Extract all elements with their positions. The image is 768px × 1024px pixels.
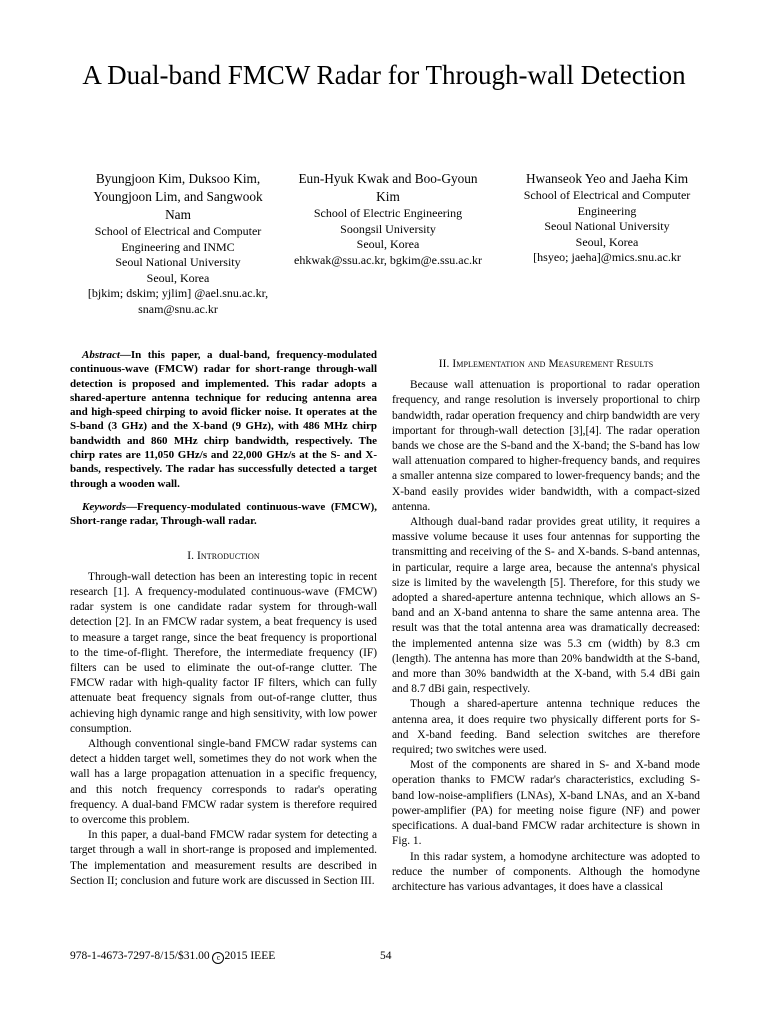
abstract xyxy=(70,348,377,491)
author-names: Byungjoon Kim, Duksoo Kim, xyxy=(95,171,261,186)
paragraph: Most of the components are shared in S- and X-band mode operation thanks to FMCW radar's characteristics, excluding S-band low-noise-amplifiers (LNAs), X-band LNAs, and an X-band power-amplifier (PA) for meeting noise figure (NF) and power specifications. A dual-band FMCW radar architecture is shown in Fig. 1. xyxy=(392,759,700,848)
author-names: Nam xyxy=(165,207,191,222)
affiliation-line: School of Electrical and Computer xyxy=(94,224,262,238)
author-block-3 xyxy=(502,170,712,266)
email-line: [bjkim; dskim; yjlim] @ael.snu.ac.kr, xyxy=(87,286,269,300)
left-column xyxy=(70,348,377,889)
section-number: I. xyxy=(187,549,197,562)
isbn-text: 978-1-4673-7297-8/15/$31.00 xyxy=(70,950,213,962)
affiliation-line: Engineering and INMC xyxy=(121,239,235,254)
paragraph: Through-wall detection has been an interesting topic in recent research [1]. A frequency-modulated continuous-wave (FMCW) radar system is one candidate radar system for through-wall detection [2]. In an FMCW radar system, a beat frequency is used to measure a target range, since the beat frequency is proportional to the time-of-flight. Therefore, the intermediate frequency (IF) filters can be used to eliminate the out-of-range clutter. The FMCW radar with high-quality factor IF filters, which can fully attenuate beat frequency signals from out-of-range clutter, thus achieving high dynamic range and high sensitivity, with low power consumption. xyxy=(70,570,377,735)
email-line: ehkwak@ssu.ac.kr, bgkim@e.ssu.ac.kr xyxy=(294,252,482,267)
author-names: Youngjoon Lim, and Sangwook xyxy=(93,189,263,204)
affiliation-line: Seoul National University xyxy=(115,255,241,269)
affiliation-line: Seoul, Korea xyxy=(575,234,639,249)
copyright-icon: c xyxy=(212,952,224,964)
paragraph: In this radar system, a homodyne architecture was adopted to reduce the number of components. Although the homodyne architecture has various advantages, it does have a classical xyxy=(392,850,700,893)
author-block-2 xyxy=(278,170,498,268)
affiliation-line: Seoul, Korea xyxy=(356,237,420,251)
email-line: snam@snu.ac.kr xyxy=(138,301,218,316)
author-block-1 xyxy=(66,170,290,317)
author-names: Eun-Hyuk Kwak and Boo-Gyoun xyxy=(298,171,478,186)
keywords xyxy=(70,500,377,529)
paper-title: A Dual-band FMCW Radar for Through-wall Detection xyxy=(82,60,686,90)
affiliation-line: Soongsil University xyxy=(340,221,436,236)
section-title: Introduction xyxy=(197,549,260,562)
keywords-text: —Frequency-modulated continuous-wave (FMCW), Short-range radar, Through-wall radar. xyxy=(70,500,377,528)
paragraph: In this paper, a dual-band FMCW radar system for detecting a target through a wall in short-range is proposed and implemented. The implementation and measurement results are described in Section II; conclusion and future work are discussed in Section III. xyxy=(70,829,377,887)
section-heading-implementation xyxy=(392,357,700,372)
paragraph: Because wall attenuation is proportional to radar operation frequency, and range resolution is inversely proportional to chirp bandwidth, radar operation frequency and chirp bandwidth are very important for through-wall detection [3],[4]. The radar operation bands we chose are the S-band and the X-band; the S-band has low wall attenuation compared to higher-frequency bands, and requires a smaller antenna size compared to lower-frequency bands; and the X-band easily provides wider bandwidth, with a compact-sized antenna. xyxy=(392,379,700,513)
paragraph: Although dual-band radar provides great utility, it requires a massive volume because it uses four antennas for supporting the transmitting and receiving of the S- and X-bands. S-band antennas, in particular, require a large area, because the antenna's physical size is limited by the wavelength [5]. Therefore, for this study we adopted a shared-aperture antenna technique, which allows an S-band and an X-band antenna to share the same antenna area. The result was that the total antenna area was dramatically decreased: the implemented antenna size was 5.3 cm (width) by 8.3 cm (length). The antenna has more than 20% bandwidth at the S-band, and more than 30% bandwidth at the X-band, with 5.4 dBi gain and 8.7 dBi gain, respectively. xyxy=(392,516,700,696)
page-number: 54 xyxy=(380,950,392,962)
section-heading-introduction xyxy=(70,549,377,564)
section-title: Implementation and Measurement Results xyxy=(452,358,654,370)
affiliation-line: School of Electric Engineering xyxy=(313,206,463,220)
copyright-year: 2015 IEEE xyxy=(224,950,276,962)
right-column xyxy=(392,357,700,895)
paragraph: Though a shared-aperture antenna technique reduces the antenna area, it does require two physically different ports for S- and X-band feeding. Band selection switches are therefore required; two switches were used. xyxy=(392,698,700,757)
author-names: Kim xyxy=(376,189,400,204)
affiliation-line: School of Electrical and Computer xyxy=(523,188,691,202)
abstract-text: —In this paper, a dual-band, frequency-modulated continuous-wave (FMCW) radar for short-range through-wall detection is proposed and implemented. This radar adopts a shared-aperture antenna technique for reducing antenna area and high-speed chirping to avoid flicker noise. It operates at the S-band (3 GHz) and the X-band (9 GHz), with 486 MHz chirp bandwidth and 860 MHz chirp bandwidth, respectively. The chirp rates are 11,050 GHz/s and 22,000 GHz/s at the S- and X-bands, respectively. The radar has successfully detected a target through a wooden wall. xyxy=(70,349,377,490)
paragraph: Although conventional single-band FMCW radar systems can detect a hidden target well, sometimes they do not work when the wall has a large propagation attenuation in a specific frequency, and this notch frequency corresponds to radar's operating frequency. A dual-band FMCW radar system is therefore required to overcome this problem. xyxy=(70,738,377,827)
affiliation-line: Seoul National University xyxy=(544,219,670,233)
footer-copyright xyxy=(70,950,275,964)
affiliation-line: Engineering xyxy=(577,203,637,218)
affiliation-line: Seoul, Korea xyxy=(146,270,210,285)
author-names: Hwanseok Yeo and Jaeha Kim xyxy=(525,171,689,186)
keywords-label: Keywords xyxy=(82,500,126,513)
email-line: [hsyeo; jaeha]@mics.snu.ac.kr xyxy=(533,250,681,264)
abstract-label: Abstract xyxy=(82,349,120,361)
section-number: II. xyxy=(438,358,453,370)
